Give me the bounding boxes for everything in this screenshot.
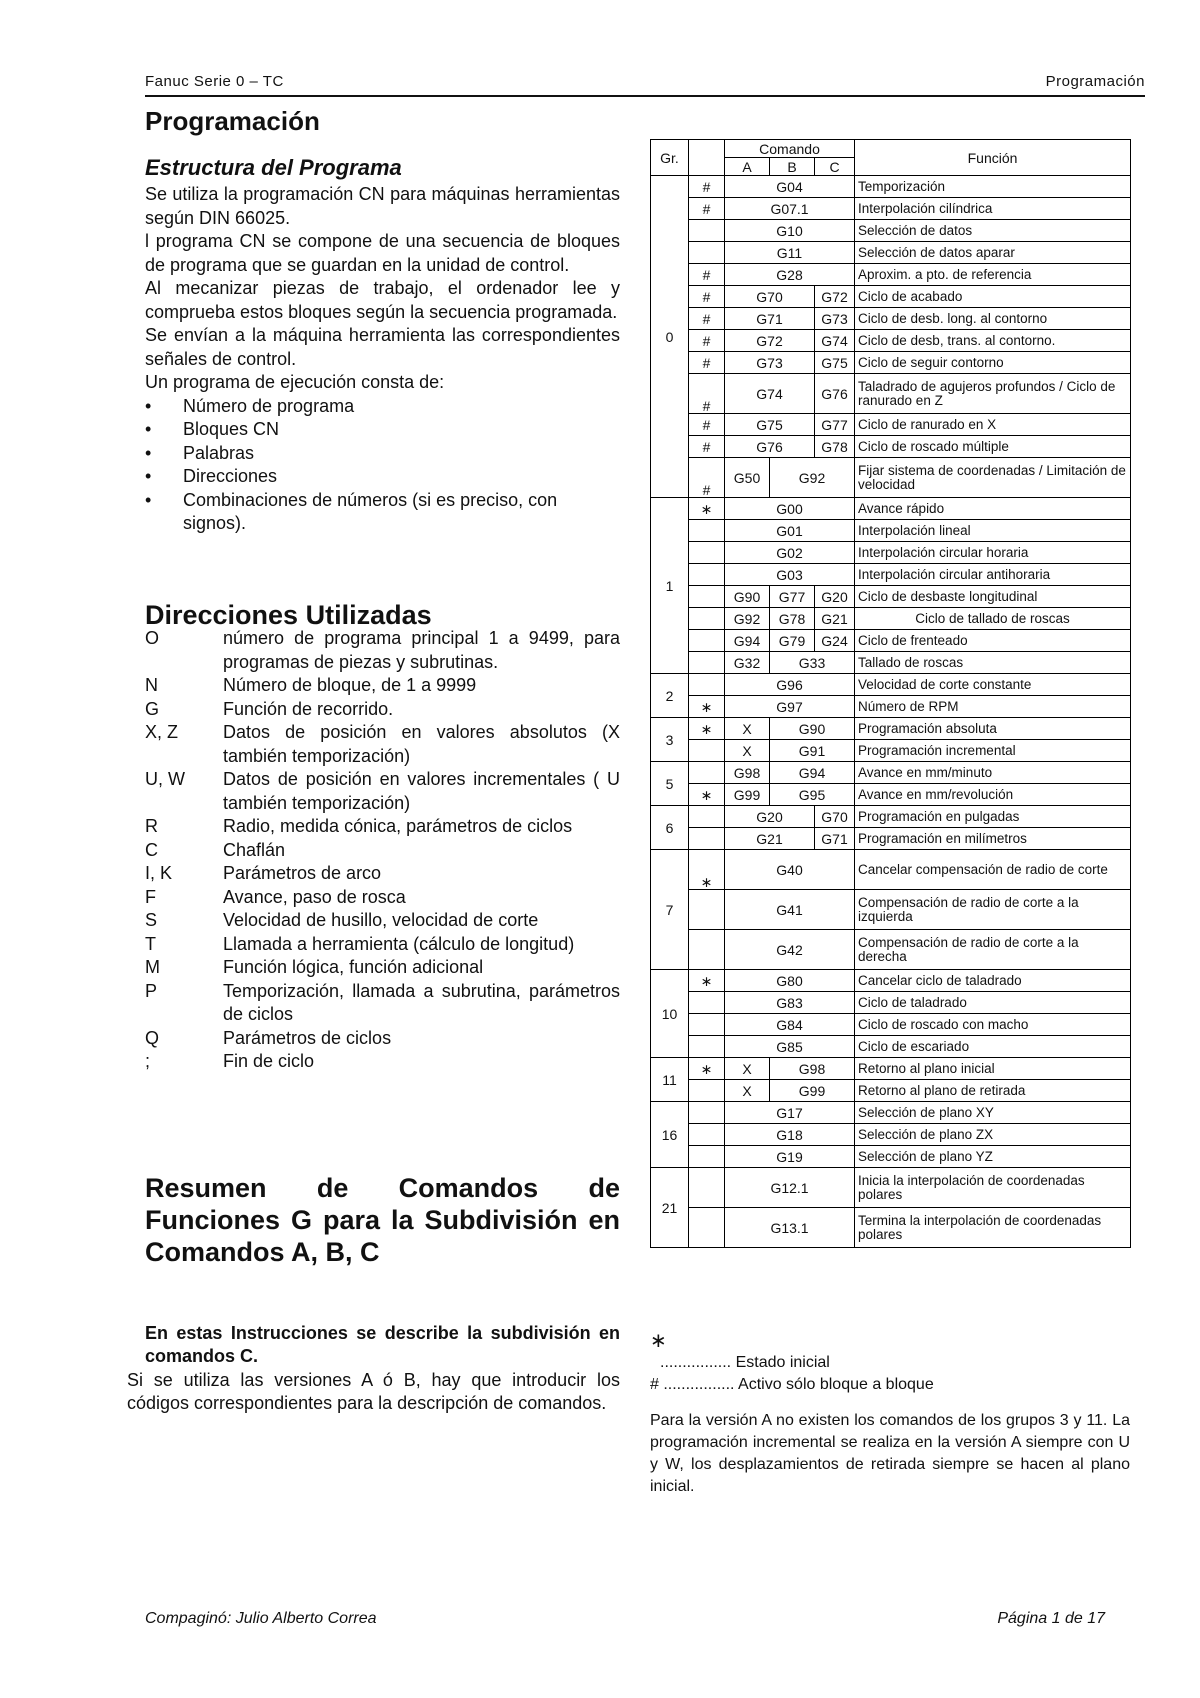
group-cell: 5	[651, 762, 689, 806]
direction-key: C	[145, 839, 158, 860]
direction-key: Q	[145, 1027, 160, 1048]
marker-cell	[689, 1014, 725, 1036]
code-cell: G00	[725, 498, 855, 520]
section-subtitle: Estructura del Programa	[145, 154, 402, 180]
group-cell: 1	[651, 498, 689, 674]
marker-cell	[689, 242, 725, 264]
direction-desc: Llamada a herramienta (cálculo de longitud)	[223, 933, 575, 954]
direction-desc: Número de bloque, de 1 a 9999	[223, 675, 477, 695]
group-cell: 6	[651, 806, 689, 850]
table-row	[651, 374, 1131, 414]
table-row	[651, 970, 1131, 992]
function-cell: Avance rápido	[855, 498, 1131, 520]
direction-desc: Fin de ciclo	[223, 1051, 315, 1071]
table-row	[651, 992, 1131, 1014]
code-a-cell: G99	[725, 784, 770, 806]
code-cell: G83	[725, 992, 855, 1014]
table-row	[651, 630, 1131, 652]
table-row	[651, 1014, 1131, 1036]
intro-paragraph: Al mecanizar piezas de trabajo, el ordenador lee y comprueba estos bloques según la secuencia programada.	[145, 278, 620, 322]
function-cell: Interpolación lineal	[855, 520, 1131, 542]
table-row	[651, 264, 1131, 286]
direction-desc: Velocidad de husillo, velocidad de corte	[223, 910, 539, 930]
code-a-cell: G94	[725, 630, 770, 652]
function-cell: Programación absoluta	[855, 718, 1131, 740]
function-cell: Selección de plano XY	[855, 1102, 1131, 1124]
direction-row	[145, 980, 620, 1027]
directions-title: Direcciones Utilizadas	[145, 599, 432, 630]
code-bc-cell: G94	[770, 762, 855, 784]
marker-cell: ∗	[689, 718, 725, 740]
legend	[650, 1330, 1130, 1498]
code-cell: G17	[725, 1102, 855, 1124]
code-a-cell: G32	[725, 652, 770, 674]
code-cell: G40	[725, 850, 855, 890]
function-cell: Ciclo de ranurado en X	[855, 414, 1131, 436]
code-a-cell: X	[725, 1058, 770, 1080]
footer-left: Compaginó: Julio Alberto Correa	[145, 1610, 377, 1627]
legend-hash: # ................ Activo sólo bloque a bloque	[650, 1376, 934, 1393]
function-cell: Interpolación circular horaria	[855, 542, 1131, 564]
direction-key: T	[145, 933, 156, 954]
table-row	[651, 1208, 1131, 1248]
direction-row	[145, 1050, 620, 1074]
direction-row	[145, 886, 620, 910]
code-a-cell: G92	[725, 608, 770, 630]
table-row	[651, 330, 1131, 352]
marker-cell	[689, 630, 725, 652]
function-cell: Ciclo de roscado con macho	[855, 1014, 1131, 1036]
table-row	[651, 564, 1131, 586]
code-cell: G02	[725, 542, 855, 564]
marker-cell	[689, 652, 725, 674]
function-cell: Taladrado de agujeros profundos / Ciclo de ranurado en Z	[855, 374, 1131, 414]
table-row	[651, 652, 1131, 674]
direction-row	[145, 674, 620, 698]
marker-cell	[689, 542, 725, 564]
marker-cell: #	[689, 330, 725, 352]
table-row	[651, 414, 1131, 436]
bullet-item: • Direcciones	[145, 465, 620, 489]
table-row	[651, 542, 1131, 564]
marker-cell: ∗	[689, 850, 725, 890]
code-cell: G07.1	[725, 198, 855, 220]
table-row	[651, 436, 1131, 458]
marker-cell: ∗	[689, 498, 725, 520]
marker-cell	[689, 1146, 725, 1168]
direction-key: F	[145, 886, 156, 907]
code-b-cell: G79	[770, 630, 815, 652]
direction-row	[145, 768, 620, 815]
marker-cell: #	[689, 414, 725, 436]
direction-row	[145, 1027, 620, 1051]
function-cell: Programación incremental	[855, 740, 1131, 762]
function-cell: Cancelar ciclo de taladrado	[855, 970, 1131, 992]
bullet-item: • Palabras	[145, 442, 620, 466]
code-c-cell: G76	[815, 374, 855, 414]
code-cell: G84	[725, 1014, 855, 1036]
code-c-cell: G78	[815, 436, 855, 458]
table-row	[651, 718, 1131, 740]
function-cell: Ciclo de escariado	[855, 1036, 1131, 1058]
header-b: B	[770, 158, 815, 176]
marker-cell: ∗	[689, 784, 725, 806]
table-row	[651, 1080, 1131, 1102]
code-c-cell: G77	[815, 414, 855, 436]
function-cell: Selección de plano YZ	[855, 1146, 1131, 1168]
table-row	[651, 352, 1131, 374]
code-cell: G19	[725, 1146, 855, 1168]
code-ab-cell: G20	[725, 806, 815, 828]
marker-cell: #	[689, 308, 725, 330]
direction-row	[145, 698, 620, 722]
table-row	[651, 696, 1131, 718]
function-cell: Ciclo de frenteado	[855, 630, 1131, 652]
direction-key: R	[145, 816, 158, 836]
header-c: C	[815, 158, 855, 176]
marker-cell	[689, 740, 725, 762]
code-a-cell: G98	[725, 762, 770, 784]
direction-key: O	[145, 628, 160, 648]
code-cell: G04	[725, 176, 855, 198]
code-a-cell: G90	[725, 586, 770, 608]
marker-cell: #	[689, 458, 725, 498]
footer-right: Página 1 de 17	[997, 1610, 1105, 1627]
direction-desc: Parámetros de ciclos	[223, 1027, 392, 1048]
code-cell: G13.1	[725, 1208, 855, 1248]
marker-cell	[689, 1036, 725, 1058]
marker-cell: #	[689, 436, 725, 458]
table-row	[651, 890, 1131, 930]
direction-key: N	[145, 675, 158, 695]
code-ab-cell: G21	[725, 828, 815, 850]
star-symbol: ∗	[650, 1330, 667, 1352]
function-cell: Retorno al plano de retirada	[855, 1080, 1131, 1102]
function-cell: Cancelar compensación de radio de corte	[855, 850, 1131, 890]
code-cell: G85	[725, 1036, 855, 1058]
group-cell: 3	[651, 718, 689, 762]
code-cell: G18	[725, 1124, 855, 1146]
direction-desc: número de programa principal 1 a 9499, para programas de piezas y subrutinas.	[223, 628, 620, 672]
gcode-table-wrap	[650, 139, 1130, 1248]
function-cell: Velocidad de corte constante	[855, 674, 1131, 696]
table-row	[651, 1102, 1131, 1124]
function-cell: Ciclo de acabado	[855, 286, 1131, 308]
table-row	[651, 1058, 1131, 1080]
table-row	[651, 1168, 1131, 1208]
code-bc-cell: G95	[770, 784, 855, 806]
function-cell: Ciclo de taladrado	[855, 992, 1131, 1014]
function-cell: Temporización	[855, 176, 1131, 198]
direction-row	[145, 815, 620, 839]
marker-cell	[689, 992, 725, 1014]
table-row	[651, 198, 1131, 220]
code-c-cell: G21	[815, 608, 855, 630]
marker-cell	[689, 1168, 725, 1208]
header-gr: Gr.	[651, 140, 689, 176]
direction-row	[145, 721, 620, 768]
table-row	[651, 520, 1131, 542]
intro-paragraphs	[145, 183, 620, 395]
marker-cell	[689, 608, 725, 630]
code-cell: G80	[725, 970, 855, 992]
table-row	[651, 740, 1131, 762]
code-bc-cell: G91	[770, 740, 855, 762]
function-cell: Número de RPM	[855, 696, 1131, 718]
marker-cell: ∗	[689, 970, 725, 992]
marker-cell: #	[689, 264, 725, 286]
legend-star: ................ Estado inicial	[660, 1354, 830, 1371]
direction-key: U, W	[145, 769, 185, 789]
marker-cell	[689, 806, 725, 828]
marker-cell	[689, 1080, 725, 1102]
page-title: Programación	[145, 106, 320, 136]
code-cell: G96	[725, 674, 855, 696]
header-a: A	[725, 158, 770, 176]
code-cell: G12.1	[725, 1168, 855, 1208]
group-cell: 0	[651, 176, 689, 498]
code-bc-cell: G98	[770, 1058, 855, 1080]
code-b-cell: G78	[770, 608, 815, 630]
code-b-cell: G77	[770, 586, 815, 608]
directions-list	[145, 627, 620, 1074]
direction-row	[145, 839, 620, 863]
function-cell: Termina la interpolación de coordenadas polares	[855, 1208, 1131, 1248]
table-row	[651, 242, 1131, 264]
table-row	[651, 850, 1131, 890]
function-cell: Tallado de roscas	[855, 652, 1131, 674]
table-row	[651, 1146, 1131, 1168]
marker-cell	[689, 564, 725, 586]
code-bc-cell: G33	[770, 652, 855, 674]
code-cell: G41	[725, 890, 855, 930]
marker-cell: ∗	[689, 696, 725, 718]
direction-key: G	[145, 698, 160, 719]
direction-desc: Avance, paso de rosca	[223, 886, 406, 907]
header-right: Programación	[1045, 73, 1145, 90]
function-cell: Selección de datos	[855, 220, 1131, 242]
marker-cell: #	[689, 286, 725, 308]
header-marker	[689, 140, 725, 176]
bullet-item: • Número de programa	[145, 395, 620, 419]
direction-row	[145, 862, 620, 886]
bullet-list	[145, 395, 620, 536]
table-row	[651, 674, 1131, 696]
table-row	[651, 806, 1131, 828]
code-cell: G28	[725, 264, 855, 286]
intro-paragraph: Se utiliza la programación CN para máquinas herramientas según DIN 66025.	[145, 184, 620, 228]
table-row	[651, 762, 1131, 784]
function-cell: Compensación de radio de corte a la derecha	[855, 930, 1131, 970]
function-cell: Retorno al plano inicial	[855, 1058, 1131, 1080]
left-column	[127, 106, 620, 1416]
table-row	[651, 176, 1131, 198]
marker-cell: #	[689, 198, 725, 220]
marker-cell	[689, 1124, 725, 1146]
group-cell: 11	[651, 1058, 689, 1102]
page-header	[145, 73, 1145, 97]
marker-cell	[689, 930, 725, 970]
marker-cell	[689, 890, 725, 930]
table-row	[651, 1124, 1131, 1146]
function-cell: Avance en mm/revolución	[855, 784, 1131, 806]
code-cell: G01	[725, 520, 855, 542]
marker-cell: #	[689, 176, 725, 198]
group-cell: 2	[651, 674, 689, 718]
function-cell: Ciclo de desb, trans. al contorno.	[855, 330, 1131, 352]
gcode-table	[650, 139, 1131, 1248]
direction-desc: Datos de posición en valores incrementales ( U también temporización)	[223, 769, 620, 813]
function-cell: Selección de plano ZX	[855, 1124, 1131, 1146]
direction-desc: Función lógica, función adicional	[223, 957, 484, 977]
summary-title: Resumen de Comandos de Funciones G para la Subdivisión en Comandos A, B, C	[145, 1172, 620, 1267]
code-c-cell: G24	[815, 630, 855, 652]
table-row	[651, 498, 1131, 520]
code-cell: G03	[725, 564, 855, 586]
function-cell: Ciclo de desb. long. al contorno	[855, 308, 1131, 330]
code-bc-cell: G90	[770, 718, 855, 740]
marker-cell	[689, 1102, 725, 1124]
function-cell: Ciclo de roscado múltiple	[855, 436, 1131, 458]
function-cell: Compensación de radio de corte a la izquierda	[855, 890, 1131, 930]
code-a-cell: X	[725, 718, 770, 740]
marker-cell: #	[689, 352, 725, 374]
code-c-cell: G20	[815, 586, 855, 608]
direction-desc: Temporización, llamada a subrutina, parámetros de ciclos	[223, 980, 620, 1024]
instructions-bold: En estas Instrucciones se describe la subdivisión en comandos C.	[145, 1322, 620, 1366]
direction-key: ;	[145, 1051, 151, 1071]
marker-cell	[689, 828, 725, 850]
code-ab-cell: G71	[725, 308, 815, 330]
group-cell: 10	[651, 970, 689, 1058]
function-cell: Fijar sistema de coordenadas / Limitación de velocidad	[855, 458, 1131, 498]
code-bc-cell: G92	[770, 458, 855, 498]
code-ab-cell: G74	[725, 374, 815, 414]
function-cell: Ciclo de desbaste longitudinal	[855, 586, 1131, 608]
code-bc-cell: G99	[770, 1080, 855, 1102]
group-cell: 21	[651, 1168, 689, 1248]
direction-row	[145, 627, 620, 674]
marker-cell: #	[689, 374, 725, 414]
direction-desc: Radio, medida cónica, parámetros de ciclos	[223, 816, 573, 836]
code-ab-cell: G76	[725, 436, 815, 458]
table-row	[651, 608, 1131, 630]
marker-cell	[689, 220, 725, 242]
code-a-cell: X	[725, 1080, 770, 1102]
direction-key: X, Z	[145, 722, 179, 742]
marker-cell	[689, 762, 725, 784]
header-left: Fanuc Serie 0 – TC	[145, 73, 284, 90]
direction-key: P	[145, 980, 158, 1001]
marker-cell	[689, 674, 725, 696]
direction-row	[145, 956, 620, 980]
direction-key: M	[145, 957, 160, 977]
function-cell: Interpolación circular antihoraria	[855, 564, 1131, 586]
bullet-item: • Combinaciones de números (si es preciso, con signos).	[145, 489, 620, 536]
code-ab-cell: G72	[725, 330, 815, 352]
table-row	[651, 286, 1131, 308]
code-ab-cell: G75	[725, 414, 815, 436]
table-row	[651, 308, 1131, 330]
code-c-cell: G70	[815, 806, 855, 828]
direction-desc: Chaflán	[223, 839, 286, 860]
code-c-cell: G72	[815, 286, 855, 308]
table-row	[651, 586, 1131, 608]
intro-paragraph: Un programa de ejecución consta de:	[145, 372, 445, 392]
function-cell: Avance en mm/minuto	[855, 762, 1131, 784]
function-cell: Inicia la interpolación de coordenadas polares	[855, 1168, 1131, 1208]
bullet-item: • Bloques CN	[145, 418, 620, 442]
function-cell: Programación en pulgadas	[855, 806, 1131, 828]
direction-key: I, K	[145, 863, 173, 883]
code-a-cell: X	[725, 740, 770, 762]
header-comando: Comando	[725, 140, 855, 158]
code-cell: G10	[725, 220, 855, 242]
direction-key: S	[145, 910, 158, 930]
code-cell: G97	[725, 696, 855, 718]
intro-paragraph: l programa CN se compone de una secuencia de bloques de programa que se guardan en la unidad de control.	[145, 231, 620, 275]
table-row	[651, 458, 1131, 498]
function-cell: Ciclo de tallado de roscas	[855, 608, 1131, 630]
marker-cell: ∗	[689, 1058, 725, 1080]
code-cell: G42	[725, 930, 855, 970]
instructions-text: Si se utiliza las versiones A ó B, hay que introducir los códigos correspondientes para la descripción de comandos.	[127, 1369, 620, 1413]
marker-cell	[689, 586, 725, 608]
intro-paragraph: Se envían a la máquina herramienta las correspondientes señales de control.	[145, 325, 620, 369]
direction-desc: Función de recorrido.	[223, 698, 394, 719]
group-cell: 7	[651, 850, 689, 970]
function-cell: Aproxim. a pto. de referencia	[855, 264, 1131, 286]
function-cell: Ciclo de seguir contorno	[855, 352, 1131, 374]
header-funcion: Función	[855, 140, 1131, 176]
code-c-cell: G71	[815, 828, 855, 850]
direction-desc: Datos de posición en valores absolutos (X también temporización)	[223, 722, 620, 766]
code-ab-cell: G70	[725, 286, 815, 308]
marker-cell	[689, 1208, 725, 1248]
function-cell: Selección de datos aparar	[855, 242, 1131, 264]
group-cell: 16	[651, 1102, 689, 1168]
code-c-cell: G73	[815, 308, 855, 330]
code-cell: G11	[725, 242, 855, 264]
table-row	[651, 1036, 1131, 1058]
direction-desc: Parámetros de arco	[223, 863, 382, 883]
code-c-cell: G75	[815, 352, 855, 374]
function-cell: Programación en milímetros	[855, 828, 1131, 850]
table-row	[651, 930, 1131, 970]
function-cell: Interpolación cilíndrica	[855, 198, 1131, 220]
legend-note: Para la versión A no existen los comandos de los grupos 3 y 11. La programación incremental se realiza en la versión A siempre con U y W, los desplazamientos de retirada siempre se hacen al plano inicial.	[650, 1412, 1130, 1495]
direction-row	[145, 933, 620, 957]
code-ab-cell: G73	[725, 352, 815, 374]
direction-row	[145, 909, 620, 933]
table-row	[651, 784, 1131, 806]
marker-cell	[689, 520, 725, 542]
code-c-cell: G74	[815, 330, 855, 352]
table-row	[651, 828, 1131, 850]
table-row	[651, 220, 1131, 242]
code-a-cell: G50	[725, 458, 770, 498]
